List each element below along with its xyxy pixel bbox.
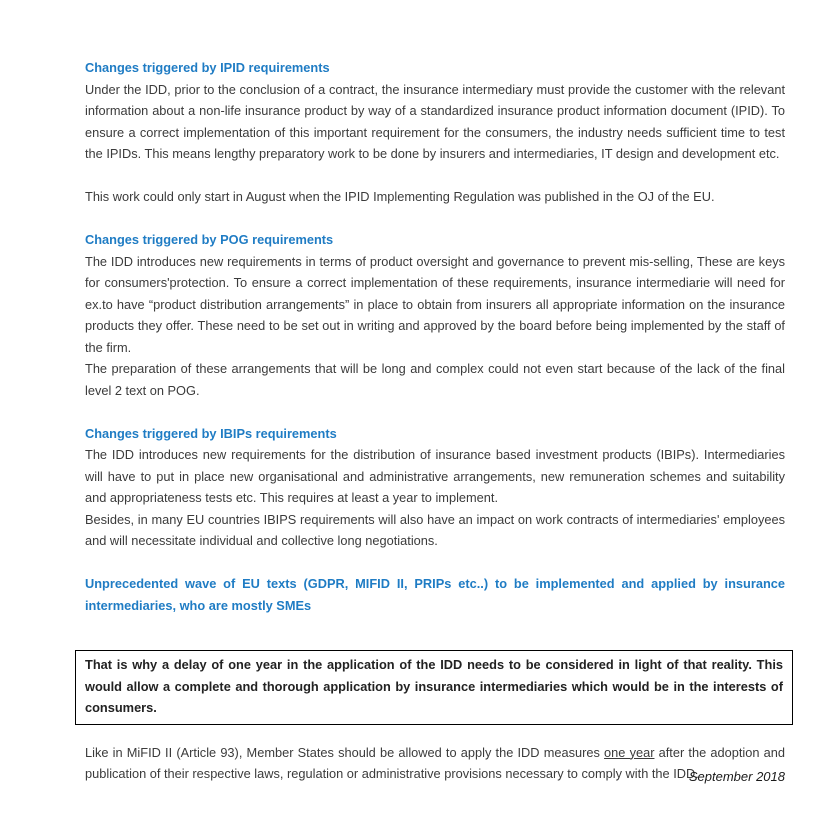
closing-text-start: Like in MiFID II (Article 93), Member States should be allowed to apply the IDD measures (85, 744, 605, 760)
statement-heading: Unprecedented wave of EU texts (GDPR, MIFID II, PRIPs etc..) to be implemented and applied by insurance intermediaries, who are mostly SMEs (85, 576, 785, 613)
section-ibips-heading: Changes triggered by IBIPs requirements (85, 425, 337, 441)
section-ibips-paragraph-2: Besides, in many EU countries IBIPS requirements will also have an impact on work contracts of intermediaries' employees and will necessitate individual and collective long negotiations. (85, 511, 785, 548)
boxed-statement: That is why a delay of one year in the application of the IDD needs to be considered in light of that reality. This would allow a complete and thorough application by insurance intermediaries which would be in the interests of consumers. (75, 650, 793, 725)
section-ipid-paragraph-1: Under the IDD, prior to the conclusion of a contract, the insurance intermediary must provide the customer with the relevant information about a non-life insurance product by way of a standardized insurance product information document (IPID). To ensure a correct implementation of this important requirement for the consumers, the industry needs sufficient time to test the IPIDs. This means lengthy preparatory work to be done by insurers and intermediaries, IT design and development etc. (85, 81, 785, 161)
document-date: September 2018 (688, 769, 785, 784)
closing-underlined-phrase: one year (604, 744, 655, 760)
section-ibips (85, 423, 785, 552)
section-pog (85, 229, 785, 401)
closing-paragraph (85, 742, 785, 785)
section-pog-heading: Changes triggered by POG requirements (85, 232, 334, 247)
section-pog-paragraph-2: The preparation of these arrangements that will be long and complex could not even start because of the lack of the final level 2 text on POG. (85, 361, 785, 398)
section-ipid-paragraph-2: This work could only start in August when the IPID Implementing Regulation was published in the OJ of the EU. (85, 189, 715, 204)
section-ipid (85, 57, 785, 208)
document-content (85, 57, 785, 785)
closing-text-end: after the adoption and publication of their respective laws, regulation or administrative provisions necessary to comply with the IDD. (85, 744, 785, 781)
section-pog-paragraph-1: The IDD introduces new requirements in terms of product oversight and governance to prevent mis-selling, These are keys for consumers'protection. To ensure a correct implementation of these requirements, insurance intermediarie will need for ex.to have “product distribution arrangements” in place to obtain from insurers all appropriate information on the insurance products they offer. These need to be set out in writing and approved by the board before being implemented by the staff of the firm. (85, 253, 785, 355)
section-ipid-heading: Changes triggered by IPID requirements (85, 60, 330, 75)
section-ibips-paragraph-1: The IDD introduces new requirements for the distribution of insurance based investment products (IBIPs). Intermediaries will have to put in place new organisational and administrative arrangements, new remuneration schemes and suitability and appropriateness tests etc. This requires at least a year to implement. (85, 447, 785, 505)
